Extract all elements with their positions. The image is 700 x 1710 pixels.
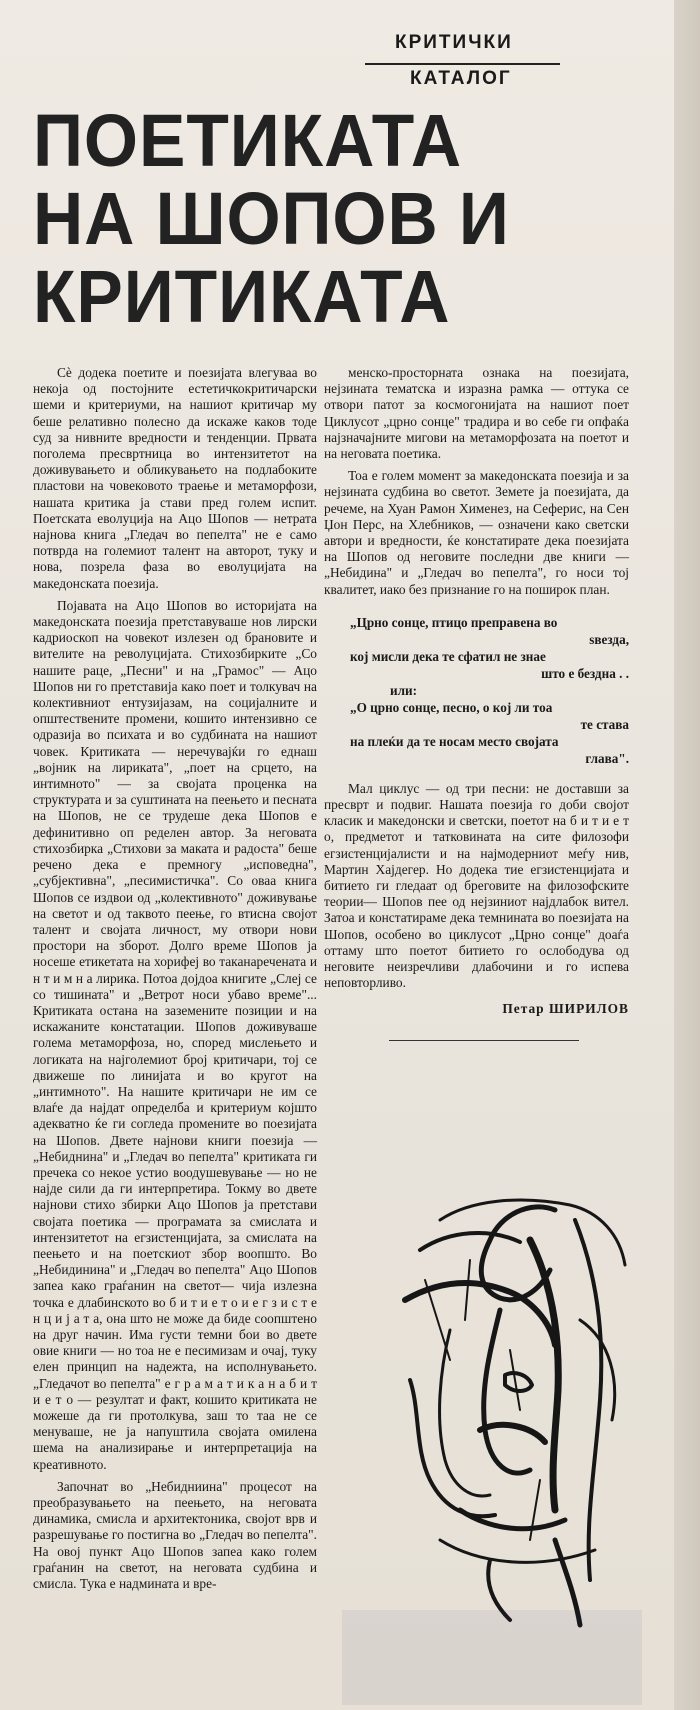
paragraph: Појавата на Ацо Шопов во историјата на македонската поезија претставуваше нов лирски кадриоскоп на човекот излезен од брановите и вителите на револуцијата. Стихозбирките „Со нашите раце, „Песни" и на „Грамос" — Ацо Шопов ни го претставија како поет и толкувач на колективниот ентузијазам, на социјалните и општествените промени, кошито интензивно се одразија во психата и во судбината на нашиот човек. Критиката — неречувајќи го еднаш „војник на лириката", „поет на срцето, на интимното" — за својата проценка на структурата и за суштината на пеењето и песната на Шопов, не се трудеше дека Шопов е дефинитивно оп ределен автор. За неговата стихозбирка „Стихови за маката и радоста" беше речено дека е премногу „исповедна", „субјективна", „песимистичка". Со оваа книга Шопов се издвои од „колективното" доживување на светот и од таквото пеење, го втисна својот талент и својата личност, му отвори нови простори на зборот. Долго време Шопов ја носеше етикетата на хорифеј во таканаречената и н т и м н а лирика. Потоа дојдоа книгите „Слеј се со тишината" и „Ветрот носи убаво време"... Критиката остана на заземените позиции и на искажаните констатации. Шопов доживуваше голема метаморфоза, но, според мислењето и логиката на најголемиот број критичари, тој се движеше по линијата и во кругот на „интимното". На нашите критичари не им се влаѓе да најдат определба и критериум којшто адекватно ќе ги согледа промените во поезијата на Шопов. Двете најнови книги поезија — „Небиднина" и „Гледач во пепелта" критиката ги пречека со некое устио воодушевување — но не најде сили да ги интерпретира. Токму во двете најнови стихо збирки Ацо Шопов ја претстави својата поетика — програмата за смислата и интензитетот на егзистенцијата, за смислата на пеењето и на поетскиот збор воопшто. Во „Небидинина" и „Гледач во пепелта" Ацо Шопов запеа како граѓанин на светот— чија излезна точка е длабинското во б и т и е т о и е г з и с т е н ц и ј а т а, она што не може да биде соопштено на друг начин. Има густи темни бои во двете овие книги — но тоа не е песимизам и очај, туку елен принцип на надежта, на исполнувањето. „Гледачот во пепелта" е г р а м а т и к а н а б и т и е т о — резултат и факт, кошито критиката не можеше да ги протолкува, заш то таа не се менуваше, не ја напуштила својата омилена шема на анализирање и интерпретација на креативното.	[33, 597, 317, 1472]
poem-line: или:	[390, 682, 417, 698]
portrait-sketch	[380, 1180, 645, 1630]
author-signature: Петар ШИРИЛОВ	[502, 1001, 629, 1017]
paragraph: Сè додека поетите и поезијата влегуваа во некоја од постојните естетичкокритичарски шеми и критериуми, на нашиот критичар му беше релативно полесно да искаже каков тоде суд за нивните вредности и тенденции. Првата поголема пресвртница во интензитетот на доживувањето и обликувањето на подлабоките пластови на човековото траење и метаморфози, нашата критика ја стави пред голем испит. Поетската еволуција на Ацо Шопов — нетрата најнова книга „Гледач во пепелта" не е само потврда на големиот талент на авторот, туку и нова, позрела фаза во еволуцијата на македонската поезија.	[33, 365, 317, 591]
end-rule	[389, 1040, 579, 1041]
poem-line: „Црно сонце, птицо преправена во	[350, 614, 558, 630]
poem-line: глава".	[585, 750, 629, 766]
rubric-rule	[365, 63, 560, 65]
page-spine	[674, 0, 700, 1710]
poem-line: те става	[580, 716, 629, 732]
article-column-right	[324, 365, 629, 1041]
paragraph: Тоа е голем момент за македонската поезија и за нејзината судбина во светот. Земете ја поезијата, да речеме, на Хуан Рамон Хименез, на Сеферис, на Сен Џон Перс, на Хлебников, — означени како светски автори и вредности, ќе констатирате дека поезијата на Шопов од неговите последни две книги — „Небидина" и „Гледач во пепелта", го носи тој квалитет, иако без признание го на поширок план.	[324, 468, 629, 597]
paragraph: Започнат во „Небидниина" процесот на преобразувањето на пеењето, на неговата динамика, смисла и архитектоника, својот врв и разрешување го постигна во „Гледач во пепелта". На овој пункт Ацо Шопов запеа како голем граѓанин на светот, на неговата судбина и смисла. Тука е надмината и вре-	[33, 1478, 317, 1592]
rubric-line-2: КАТАЛОГ	[410, 68, 512, 89]
poem-line: кој мисли дека те сфатил не знае	[350, 648, 546, 664]
headline-line-3: КРИТИКАТА	[33, 255, 451, 338]
paragraph: Мал циклус — од три песни: не доставши за пресврт и подвиг. Нашата поезија го доби својот класик и македонски и светски, поетот на б и т и е т о, предметот и татковината на сите филозофи егзистенцијалисти и на најмодерниот меѓу нив, Мартин Хајдегер. Но додека тие егзистенцијата и битието ги гледаат од бреговите на филозофските теории— Шопов пее од нејзиниот најдлабок вител. Затоа и констатираме дека темнината во поезијата на Шопов, особено во циклусот „Црно сонце" доаѓа оттаму што поетот битието го ослободува од неговите неизречливи длабочини и го испева неповторливо.	[324, 780, 629, 991]
headline-line-2: НА ШОПОВ И	[33, 177, 510, 260]
background-shade	[342, 1610, 642, 1705]
rubric-line-1: КРИТИЧКИ	[395, 32, 513, 53]
poem-quote	[350, 614, 629, 767]
headline-line-1: ПОЕТИКАТА	[33, 99, 463, 182]
poem-line: на плеќи да те носам место својата	[350, 733, 559, 749]
poem-line: ѕвезда,	[589, 631, 629, 647]
poem-line: „О црно сонце, песно, о кој ли тоа	[350, 699, 553, 715]
article-column-left	[33, 365, 317, 1592]
poem-line: што е бездна . .	[541, 665, 629, 681]
headline	[33, 99, 635, 338]
paragraph: менско-просторната ознака на поезијата, нејзината тематска и изразна рамка — оттука се отвори патот за космогонијата на нашиот поет Циклусот „црно сонце" традира и во себе ги опфаќа најзначајните мигови на метаморфозата на поетот и на неговата поетика.	[324, 365, 629, 462]
